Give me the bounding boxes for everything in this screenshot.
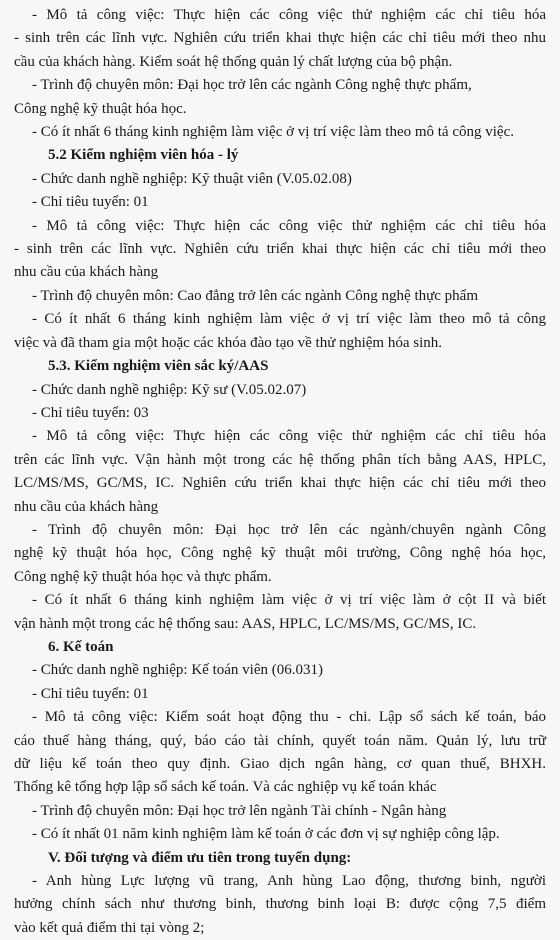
text-line: - Có ít nhất 01 năm kinh nghiệm làm kế toán ở các đơn vị sự nghiệp công lập. [32,826,500,843]
text-line: - Chỉ tiêu tuyển: 03 [32,404,149,421]
text-line: nhu cầu của khách hàng [14,264,159,281]
text-line: - Trình độ chuyên môn: Cao đẳng trở lên các ngành Công nghệ thực phẩm [32,287,478,304]
text-line: - Trình độ chuyên môn: Đại học trở lên ngành Tài chính - Ngân hàng [32,802,447,819]
section-heading: 5.3. Kiểm nghiệm viên sắc ký/AAS [48,358,269,375]
text-line: - Mô tả công việc: Kiểm soát hoạt động thu - chi. Lập sổ sách kế toán, báo [32,709,546,726]
text-line: - Trình độ chuyên môn: Đại học trở lên các ngành/chuyên ngành Công [32,521,546,538]
text-line: việc và đã tham gia một hoặc các khóa đào tạo về thử nghiệm hóa sinh. [14,334,442,351]
text-line: - Chỉ tiêu tuyển: 01 [32,194,149,211]
text-line: - Chức danh nghề nghiệp: Kỹ thuật viên (V.05.02.08) [32,170,352,187]
text-line: - Có ít nhất 6 tháng kinh nghiệm làm việc ở vị trí việc làm ở cột II và biết [32,592,546,609]
section-heading: 5.2 Kiểm nghiệm viên hóa - lý [48,147,239,164]
text-line: - Có ít nhất 6 tháng kinh nghiệm làm việc ở vị trí việc làm theo mô tả công việc. [32,124,514,141]
text-line: LC/MS/MS, GC/MS, IC. Nghiên cứu triển khai thực hiện các chỉ tiêu mới theo [14,475,546,492]
text-line: Công nghệ kỹ thuật hóa học. [14,100,187,117]
text-line: trên các lĩnh vực. Vận hành một trong các hệ thống phân tích bằng AAS, HPLC, [14,451,546,468]
text-line: - Chức danh nghề nghiệp: Kỹ sư (V.05.02.07) [32,381,307,398]
text-line: - sinh trên các lĩnh vực. Nghiên cứu triển khai thực hiện các chỉ tiêu mới theo nhu [14,30,546,47]
text-line: - Mô tả công việc: Thực hiện các công việc thử nghiệm các chỉ tiêu hóa [32,217,546,234]
text-line: - Mô tả công việc: Thực hiện các công việc thử nghiệm các chỉ tiêu hóa [32,428,546,445]
section-heading: V. Đối tượng và điểm ưu tiên trong tuyển dụng: [48,849,352,866]
section-heading: 6. Kế toán [48,638,114,655]
text-line: cáo thuế hàng tháng, quý, báo cáo tài chính, quyết toán năm. Quản lý, lưu trữ [14,732,546,749]
text-line: - Anh hùng Lực lượng vũ trang, Anh hùng Lao động, thương binh, người [32,873,546,890]
text-line: - sinh trên các lĩnh vực. Nghiên cứu triển khai thực hiện các chỉ tiêu mới theo [14,241,546,258]
text-line: cầu của khách hàng. Kiểm soát hệ thống quản lý chất lượng của bộ phận. [14,53,453,70]
text-line: - Có ít nhất 6 tháng kinh nghiệm làm việc ở vị trí việc làm theo mô tả công [32,311,546,328]
text-line: nhu cầu của khách hàng [14,498,159,515]
text-line: vận hành một trong các hệ thống sau: AAS, HPLC, LC/MS/MS, GC/MS, IC. [14,615,477,632]
text-line: - Trình độ chuyên môn: Đại học trở lên các ngành Công nghệ thực phẩm, [32,77,472,94]
text-line: Công nghệ kỹ thuật hóa học và thực phẩm. [14,568,272,585]
text-line: Thống kê tổng hợp lập sổ sách kế toán. Và các nghiệp vụ kế toán khác [14,779,437,796]
text-line: nghệ kỹ thuật hóa học, Công nghệ kỹ thuật môi trường, Công nghệ hóa học, [14,545,546,562]
text-line: vào kết quả điểm thi tại vòng 2; [14,919,205,936]
text-line: dữ liệu kế toán theo quy định. Giao dịch ngân hàng, cơ quan thuế, BHXH. [14,756,546,772]
text-line: - Chức danh nghề nghiệp: Kế toán viên (06.031) [32,662,323,679]
text-line: - Mô tả công việc: Thực hiện các công việc thử nghiệm các chỉ tiêu hóa [32,7,546,23]
text-line: - Chỉ tiêu tuyển: 01 [32,685,149,702]
text-line: hưởng chính sách như thương binh, thương binh loại B: được cộng 7,5 điểm [14,896,546,913]
